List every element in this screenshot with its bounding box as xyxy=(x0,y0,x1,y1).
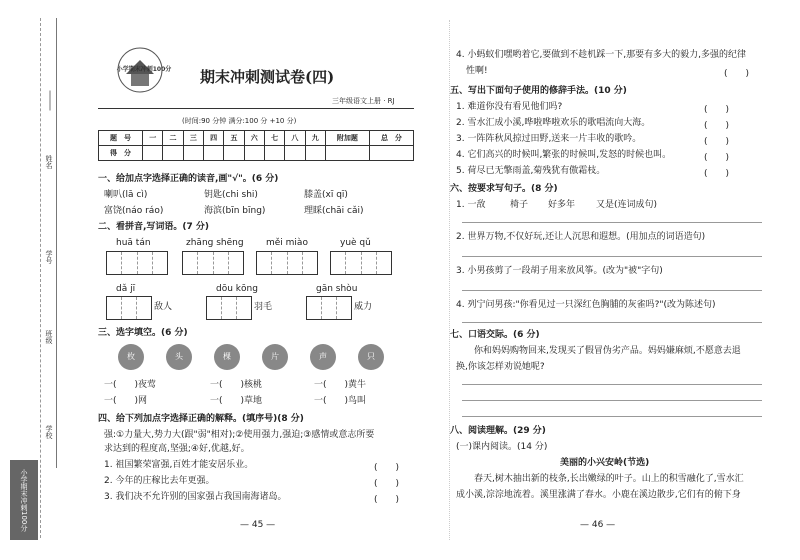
q4-item4-line2: 性啊! xyxy=(466,66,488,76)
q8-title: 八、阅读理解。(29 分) xyxy=(450,426,546,436)
score-header-cell: 三 xyxy=(183,131,203,146)
q6-2: 2. 世界万物,不仅好玩,还让人沉思和遐想。(用加点的词语造句) xyxy=(456,232,706,242)
q3-blank: 一( )网 xyxy=(104,396,148,406)
page-number-left: — 45 — xyxy=(240,520,276,530)
score-header-cell: 题 号 xyxy=(99,131,143,146)
q2-answer-box[interactable] xyxy=(256,251,318,275)
q4-answer-paren[interactable]: ( ) xyxy=(724,69,750,79)
score-header-cell: 附加题 xyxy=(325,131,369,146)
q5-answer-paren[interactable]: ( ) xyxy=(704,169,730,179)
score-header-cell: 六 xyxy=(244,131,264,146)
score-header-cell: 五 xyxy=(224,131,244,146)
q2-answer-box[interactable] xyxy=(330,251,392,275)
q4-definition: 强:①力量大,势力大(跟"弱"相对);②使用强力,强迫;③感情或意志所要 xyxy=(104,430,375,440)
answer-line[interactable] xyxy=(462,384,762,385)
q2-answer-box[interactable] xyxy=(106,296,152,320)
binding-line xyxy=(56,18,57,468)
logo-text: 小学期末冲刺100分 xyxy=(116,66,172,73)
q2-title: 二、看拼音,写词语。(7 分) xyxy=(98,222,210,232)
time-score: (时间:90 分钟 满分:100 分 +10 分) xyxy=(182,117,297,125)
q6-1-word: 椅子 xyxy=(510,200,529,210)
page-title: 期末冲刺测试卷(四) xyxy=(200,68,335,86)
score-cell[interactable] xyxy=(325,146,369,161)
score-table xyxy=(98,130,414,161)
answer-line[interactable] xyxy=(462,256,762,257)
score-cell[interactable] xyxy=(183,146,203,161)
q4-item4-line1: 4. 小蚂蚁们嘿哟着它,要做到不趁机踩一下,那要有多大的毅力,多强的纪律 xyxy=(456,50,747,60)
q2-suffix: 羽毛 xyxy=(254,302,273,312)
q3-blank: 一( )夜莺 xyxy=(104,380,157,390)
score-cell[interactable] xyxy=(285,146,305,161)
q5-item: 3. 一阵阵秋风掠过田野,送来一片丰收的歌吟。 xyxy=(456,134,642,144)
q2-answer-box[interactable] xyxy=(206,296,252,320)
q1-item: 海滨(bīn bīng) xyxy=(204,206,266,216)
answer-line[interactable] xyxy=(462,400,762,401)
q2-pinyin: zhāng shēng xyxy=(186,238,244,248)
q2-answer-box[interactable] xyxy=(306,296,352,320)
name-label: 姓名 xyxy=(45,155,53,169)
q3-blank: 一( )草地 xyxy=(210,396,263,406)
q1-title: 一、给加点字选择正确的读音,画"√"。(6 分) xyxy=(98,174,279,184)
score-cell[interactable] xyxy=(244,146,264,161)
answer-line[interactable] xyxy=(462,290,762,291)
q5-answer-paren[interactable]: ( ) xyxy=(704,105,730,115)
q5-title: 五、写出下面句子使用的修辞手法。(10 分) xyxy=(450,86,627,96)
q2-pinyin: huā tán xyxy=(116,238,151,248)
q2-suffix: 敌人 xyxy=(154,302,173,312)
q3-blank: 一( )核桃 xyxy=(210,380,263,390)
score-header-cell: 七 xyxy=(264,131,284,146)
q6-1-word: 好多年 xyxy=(548,200,576,210)
student-id-label: 学号 xyxy=(45,250,53,264)
brand-vertical-badge: 小学期末冲刺100分 xyxy=(10,460,38,540)
q8-passage-line: 春天,树木抽出新的枝条,长出嫩绿的叶子。山上的积雪融化了,雪水汇 xyxy=(474,474,744,484)
page-divider xyxy=(449,20,450,540)
q3-char-circle: 棵 xyxy=(214,344,240,370)
score-cell[interactable] xyxy=(305,146,325,161)
score-cell[interactable] xyxy=(143,146,163,161)
q8-subtitle: (一)课内阅读。(14 分) xyxy=(456,442,548,452)
q4-answer-paren[interactable]: ( ) xyxy=(374,495,400,505)
binding-strip xyxy=(0,0,78,560)
q4-answer-paren[interactable]: ( ) xyxy=(374,479,400,489)
score-table-score-row xyxy=(99,146,414,161)
grade-label: 三年级语文上册 · RJ xyxy=(332,97,395,105)
score-cell[interactable] xyxy=(224,146,244,161)
q6-3: 3. 小男孩剪了一段胡子用来放风筝。(改为"被"字句) xyxy=(456,266,663,276)
q3-char-circle: 片 xyxy=(262,344,288,370)
q3-blank: 一( )鸟叫 xyxy=(314,396,367,406)
score-row-label: 得 分 xyxy=(99,146,143,161)
q5-item: 2. 雪水汇成小溪,哗啦哗啦欢乐的歌唱流向大海。 xyxy=(456,118,651,128)
logo xyxy=(100,40,180,100)
q1-item: 富饶(náo ráo) xyxy=(104,206,164,216)
q2-pinyin: dǎ jī xyxy=(116,284,136,294)
score-cell[interactable] xyxy=(264,146,284,161)
q7-text: 你和妈妈购物回来,发现买了假冒伪劣产品。妈妈嫌麻烦,不愿意去退 xyxy=(474,346,741,356)
q5-item: 5. 荷尽已无擎雨盖,菊残犹有傲霜枝。 xyxy=(456,166,606,176)
q5-answer-paren[interactable]: ( ) xyxy=(704,121,730,131)
q4-item: 3. 我们决不允许别的国家强占我国南海诸岛。 xyxy=(104,492,287,502)
q3-char-circle: 声 xyxy=(310,344,336,370)
cut-line xyxy=(40,18,41,538)
q6-1-word: 又是(连词成句) xyxy=(596,200,658,210)
q3-char-circle: 枚 xyxy=(118,344,144,370)
score-header-cell: 八 xyxy=(285,131,305,146)
answer-line[interactable] xyxy=(462,322,762,323)
q3-blank: 一( )黄牛 xyxy=(314,380,367,390)
score-table-header-row xyxy=(99,131,414,146)
q5-answer-paren[interactable]: ( ) xyxy=(704,153,730,163)
page-number-right: — 46 — xyxy=(580,520,616,530)
q7-text: 换,你该怎样劝说她呢? xyxy=(456,362,545,372)
q5-answer-paren[interactable]: ( ) xyxy=(704,137,730,147)
q2-answer-box[interactable] xyxy=(182,251,244,275)
score-cell[interactable] xyxy=(163,146,183,161)
q1-item: 钥匙(chi shi) xyxy=(204,190,258,200)
score-header-cell: 总 分 xyxy=(369,131,413,146)
q2-pinyin: gān shòu xyxy=(316,284,358,294)
q3-char-circle: 只 xyxy=(358,344,384,370)
q5-item: 1. 难道你没有看见他们吗? xyxy=(456,102,563,112)
answer-line[interactable] xyxy=(462,222,762,223)
q7-title: 七、口语交际。(6 分) xyxy=(450,330,540,340)
q6-1-word: 1. 一敌 xyxy=(456,200,486,210)
q2-pinyin: měi miào xyxy=(266,238,308,248)
q4-definition: 求达到的程度高,坚强;④好,优越,好。 xyxy=(104,444,250,454)
q2-pinyin: dōu kōng xyxy=(216,284,258,294)
q3-char-circle: 头 xyxy=(166,344,192,370)
q4-answer-paren[interactable]: ( ) xyxy=(374,463,400,473)
q8-passage-line: 成小溪,淙淙地流着。溪里涨满了春水。小鹿在溪边散步,它们有的俯下身 xyxy=(456,490,741,500)
q2-pinyin: yuè qǔ xyxy=(340,238,371,248)
q4-item: 1. 祖国繁荣富强,百姓才能安居乐业。 xyxy=(104,460,254,470)
q1-item: 理睬(chāi cǎi) xyxy=(304,206,364,216)
q5-item: 4. 它们高兴的时候叫,繁张的时候叫,发怒的时候也叫。 xyxy=(456,150,672,160)
score-header-cell: 一 xyxy=(143,131,163,146)
q6-title: 六、按要求写句子。(8 分) xyxy=(450,184,558,194)
class-label: 班级 xyxy=(45,330,53,344)
score-header-cell: 四 xyxy=(203,131,223,146)
q1-item: 膝盖(xī qī) xyxy=(304,190,348,200)
q1-item: 喇叭(lā cì) xyxy=(104,190,148,200)
q2-answer-box[interactable] xyxy=(106,251,168,275)
score-cell[interactable] xyxy=(203,146,223,161)
q4-title: 四、给下列加点字选择正确的解释。(填序号)(8 分) xyxy=(98,414,304,424)
q2-suffix: 威力 xyxy=(354,302,373,312)
score-header-cell: 二 xyxy=(163,131,183,146)
q3-title: 三、选字填空。(6 分) xyxy=(98,328,188,338)
q6-4: 4. 列宁问男孩:"你看见过一只深红色胸脯的灰雀吗?"(改为陈述句) xyxy=(456,300,716,310)
answer-line[interactable] xyxy=(462,416,762,417)
q8-passage-title: 美丽的小兴安岭(节选) xyxy=(560,458,650,468)
school-label: 学校 xyxy=(45,425,53,439)
score-cell[interactable] xyxy=(369,146,413,161)
q4-item: 2. 今年的庄稼比去年更强。 xyxy=(104,476,215,486)
score-header-cell: 九 xyxy=(305,131,325,146)
